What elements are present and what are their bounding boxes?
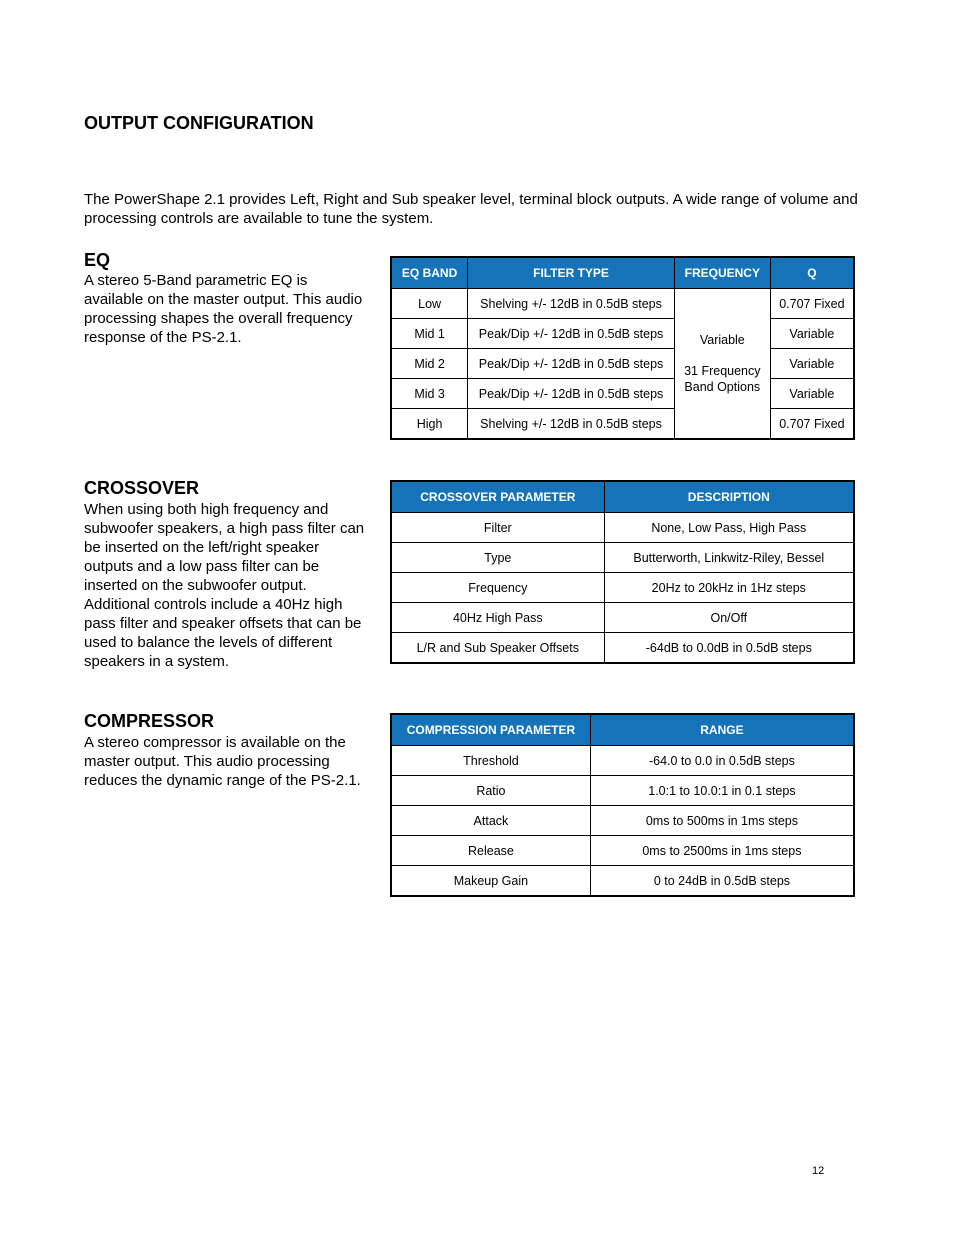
frequency-cell [674, 289, 770, 440]
parameter-cell: Threshold [391, 746, 590, 776]
filter-type-cell: Peak/Dip +/- 12dB in 0.5dB steps [468, 319, 675, 349]
table-row [391, 746, 854, 776]
range-cell: 0 to 24dB in 0.5dB steps [590, 866, 854, 897]
eq-band-cell: Mid 3 [391, 379, 468, 409]
column-header: CROSSOVER PARAMETER [391, 481, 604, 513]
parameter-cell: Ratio [391, 776, 590, 806]
column-header: Q [770, 257, 854, 289]
range-cell: 1.0:1 to 10.0:1 in 0.1 steps [590, 776, 854, 806]
table-row [391, 806, 854, 836]
crossover-heading: CROSSOVER [84, 478, 200, 498]
intro-paragraph: The PowerShape 2.1 provides Left, Right and Sub speaker level, terminal block outputs. A wide range of volume and processing controls are available to tune the system. [84, 191, 858, 227]
q-cell: Variable [770, 379, 854, 409]
column-header: COMPRESSION PARAMETER [391, 714, 590, 746]
table-row [391, 603, 854, 633]
table-row [391, 573, 854, 603]
column-header: EQ BAND [391, 257, 468, 289]
eq-description: A stereo 5-Band parametric EQ is available on the master output. This audio processing shapes the overall frequency response of the PS-2.1. [84, 272, 363, 346]
table-row [391, 379, 854, 409]
description-cell: -64dB to 0.0dB in 0.5dB steps [604, 633, 854, 664]
compressor-description: A stereo compressor is available on the master output. This audio processing reduces the dynamic range of the PS-2.1. [84, 734, 361, 789]
table-header-row [391, 714, 854, 746]
parameter-cell: Filter [391, 513, 604, 543]
description-cell: None, Low Pass, High Pass [604, 513, 854, 543]
frequency-line: Variable [699, 333, 745, 347]
table-row [391, 289, 854, 319]
eq-band-cell: Mid 2 [391, 349, 468, 379]
table-row [391, 633, 854, 664]
table-row [391, 866, 854, 897]
filter-type-cell: Shelving +/- 12dB in 0.5dB steps [468, 409, 675, 440]
parameter-cell: Makeup Gain [391, 866, 590, 897]
table-row [391, 776, 854, 806]
crossover-table [390, 480, 855, 664]
q-cell: Variable [770, 349, 854, 379]
parameter-cell: 40Hz High Pass [391, 603, 604, 633]
table-header-row [391, 257, 854, 289]
frequency-line: Band Options [684, 380, 761, 394]
page-number: 12 [812, 1165, 825, 1177]
parameter-cell: Release [391, 836, 590, 866]
table-row [391, 543, 854, 573]
frequency-line: 31 Frequency [684, 364, 761, 378]
compressor-heading: COMPRESSOR [84, 711, 215, 731]
compressor-table [390, 713, 855, 897]
table-row [391, 349, 854, 379]
range-cell: 0ms to 2500ms in 1ms steps [590, 836, 854, 866]
parameter-cell: Type [391, 543, 604, 573]
description-cell: 20Hz to 20kHz in 1Hz steps [604, 573, 854, 603]
table-row [391, 409, 854, 440]
eq-heading: EQ [84, 250, 111, 270]
q-cell: Variable [770, 319, 854, 349]
parameter-cell: Attack [391, 806, 590, 836]
table-header-row [391, 481, 854, 513]
q-cell: 0.707 Fixed [770, 289, 854, 319]
filter-type-cell: Peak/Dip +/- 12dB in 0.5dB steps [468, 349, 675, 379]
table-row [391, 836, 854, 866]
column-header: FREQUENCY [674, 257, 770, 289]
eq-table [390, 256, 855, 440]
filter-type-cell: Peak/Dip +/- 12dB in 0.5dB steps [468, 379, 675, 409]
range-cell: 0ms to 500ms in 1ms steps [590, 806, 854, 836]
eq-band-cell: Low [391, 289, 468, 319]
parameter-cell: Frequency [391, 573, 604, 603]
column-header: FILTER TYPE [468, 257, 675, 289]
column-header: DESCRIPTION [604, 481, 854, 513]
table-row [391, 319, 854, 349]
parameter-cell: L/R and Sub Speaker Offsets [391, 633, 604, 664]
eq-band-cell: High [391, 409, 468, 440]
column-header: RANGE [590, 714, 854, 746]
filter-type-cell: Shelving +/- 12dB in 0.5dB steps [468, 289, 675, 319]
range-cell: -64.0 to 0.0 in 0.5dB steps [590, 746, 854, 776]
table-row [391, 513, 854, 543]
crossover-description: When using both high frequency and subwoofer speakers, a high pass filter can be inserted on the left/right speaker outputs and a low pass filter can be inserted on the subwoofer output. Additional controls include a 40Hz high pass filter and speaker offsets that can be used to balance the levels of different speakers in a system. [84, 501, 365, 670]
description-cell: On/Off [604, 603, 854, 633]
page-title: OUTPUT CONFIGURATION [84, 113, 314, 133]
q-cell: 0.707 Fixed [770, 409, 854, 440]
description-cell: Butterworth, Linkwitz-Riley, Bessel [604, 543, 854, 573]
eq-band-cell: Mid 1 [391, 319, 468, 349]
